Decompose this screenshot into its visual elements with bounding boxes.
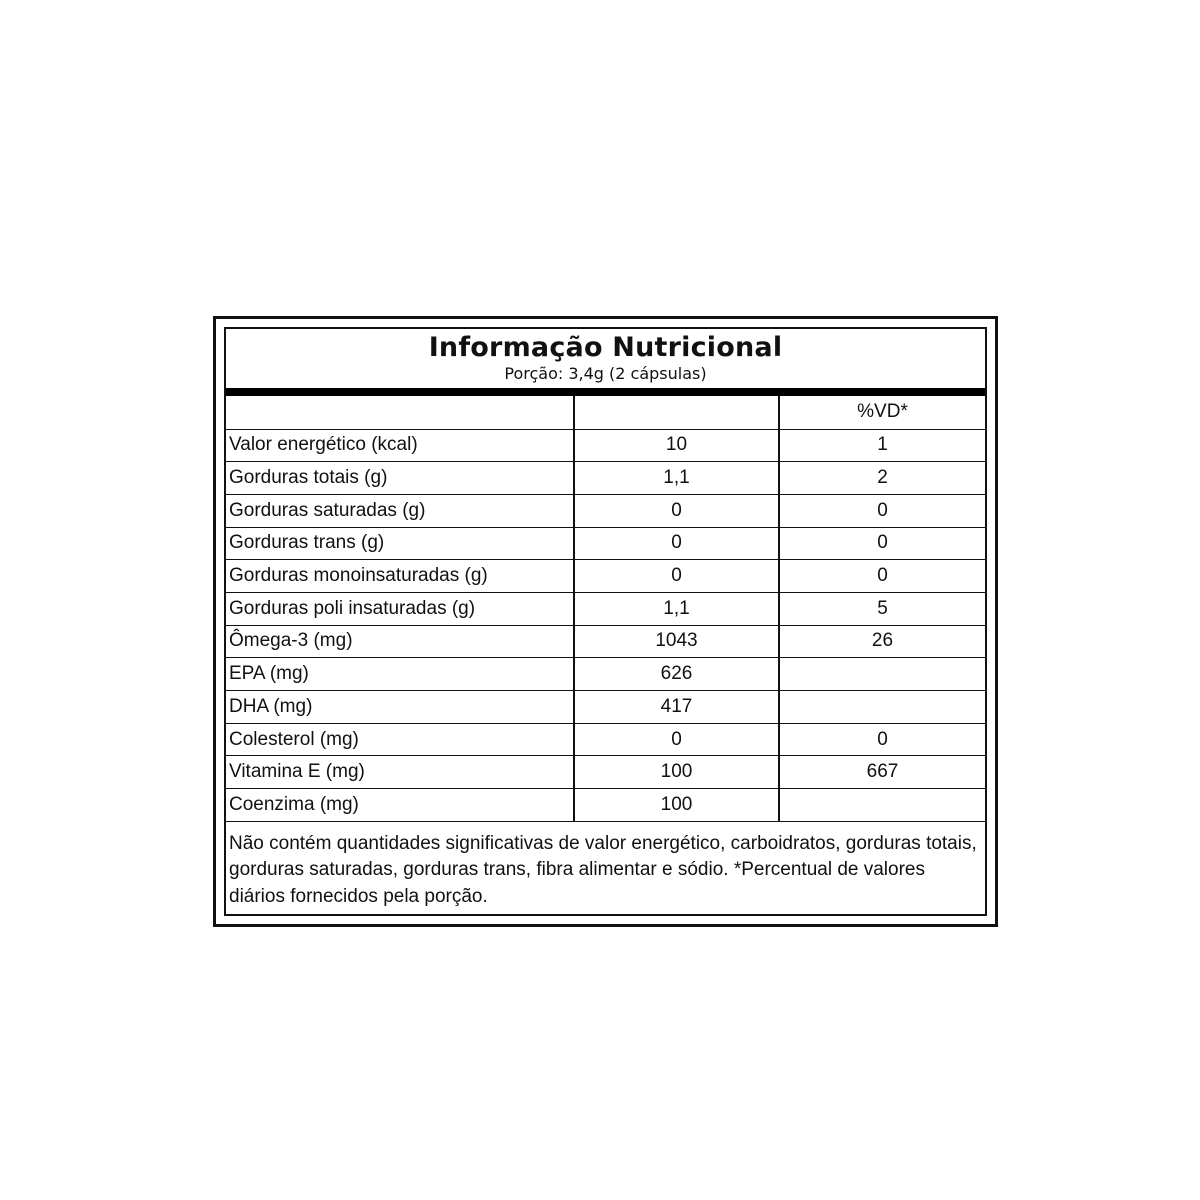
table-row bbox=[226, 560, 985, 593]
nutrient-amount: 0 bbox=[574, 723, 779, 756]
nutrient-amount: 1,1 bbox=[574, 592, 779, 625]
table-row bbox=[226, 723, 985, 756]
table-row bbox=[226, 494, 985, 527]
label-header bbox=[226, 329, 985, 396]
nutrient-amount: 0 bbox=[574, 527, 779, 560]
nutrient-name: Coenzima (mg) bbox=[226, 789, 574, 822]
nutrient-name: Gorduras poli insaturadas (g) bbox=[226, 592, 574, 625]
column-header-vd: %VD* bbox=[779, 396, 985, 429]
label-title: Informação Nutricional bbox=[428, 332, 783, 363]
table-row bbox=[226, 658, 985, 691]
nutrient-vd: 26 bbox=[779, 625, 985, 658]
nutrient-amount: 0 bbox=[574, 494, 779, 527]
nutrition-label-inner-frame bbox=[224, 327, 987, 916]
nutrient-vd: 0 bbox=[779, 494, 985, 527]
nutrient-name: Vitamina E (mg) bbox=[226, 756, 574, 789]
nutrition-table bbox=[226, 396, 985, 822]
nutrient-vd: 0 bbox=[779, 723, 985, 756]
nutrient-amount: 1,1 bbox=[574, 462, 779, 495]
table-row bbox=[226, 592, 985, 625]
nutrient-name: Gorduras totais (g) bbox=[226, 462, 574, 495]
nutrient-name: Colesterol (mg) bbox=[226, 723, 574, 756]
nutrient-vd bbox=[779, 691, 985, 724]
nutrient-vd bbox=[779, 789, 985, 822]
table-row bbox=[226, 429, 985, 462]
nutrient-name: Gorduras monoinsaturadas (g) bbox=[226, 560, 574, 593]
nutrient-name: Gorduras trans (g) bbox=[226, 527, 574, 560]
nutrient-amount: 10 bbox=[574, 429, 779, 462]
nutrient-vd: 2 bbox=[779, 462, 985, 495]
nutrient-name: Gorduras saturadas (g) bbox=[226, 494, 574, 527]
nutrient-name: Ômega-3 (mg) bbox=[226, 625, 574, 658]
table-row bbox=[226, 789, 985, 822]
portion-size: Porção: 3,4g (2 cápsulas) bbox=[504, 364, 707, 383]
nutrient-name: EPA (mg) bbox=[226, 658, 574, 691]
column-header-amount bbox=[574, 396, 779, 429]
nutrient-vd: 0 bbox=[779, 560, 985, 593]
nutrient-name: DHA (mg) bbox=[226, 691, 574, 724]
nutrition-label bbox=[213, 316, 998, 927]
nutrient-vd: 5 bbox=[779, 592, 985, 625]
nutrient-amount: 1043 bbox=[574, 625, 779, 658]
nutrient-amount: 100 bbox=[574, 789, 779, 822]
nutrient-vd: 1 bbox=[779, 429, 985, 462]
table-row bbox=[226, 625, 985, 658]
table-row bbox=[226, 527, 985, 560]
table-row bbox=[226, 691, 985, 724]
nutrient-vd: 0 bbox=[779, 527, 985, 560]
nutrient-vd: 667 bbox=[779, 756, 985, 789]
table-row bbox=[226, 756, 985, 789]
table-header-row bbox=[226, 396, 985, 429]
nutrient-amount: 100 bbox=[574, 756, 779, 789]
nutrient-amount: 626 bbox=[574, 658, 779, 691]
nutrient-name: Valor energético (kcal) bbox=[226, 429, 574, 462]
column-header-name bbox=[226, 396, 574, 429]
footnote: Não contém quantidades significativas de valor energético, carboidratos, gorduras totais, gorduras saturadas, gorduras trans, fibra alimentar e sódio. *Percentual de valores diários fornecidos pela porção. bbox=[229, 832, 977, 907]
nutrient-amount: 0 bbox=[574, 560, 779, 593]
nutrient-vd bbox=[779, 658, 985, 691]
table-row bbox=[226, 462, 985, 495]
nutrient-amount: 417 bbox=[574, 691, 779, 724]
